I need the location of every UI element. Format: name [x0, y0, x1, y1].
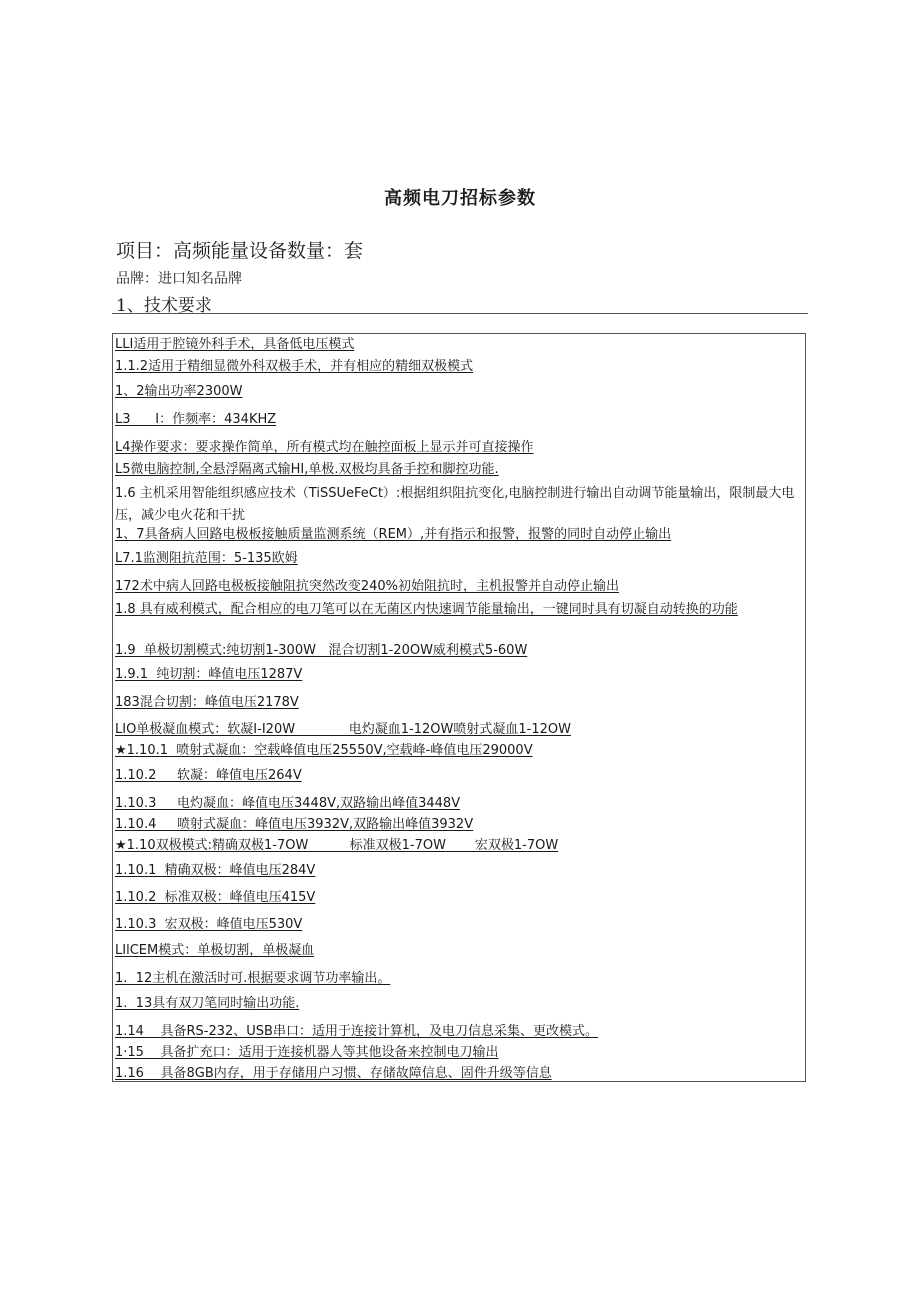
requirement-item: 172术中病人回路电极板接触阻抗突然改变240%初始阻抗时，主机报警并自动停止输出 — [115, 579, 619, 594]
requirement-item: 1.10.3 宏双极：峰值电压530V — [115, 917, 303, 932]
requirement-item: 1.14 具备RS-232、USB串口：适用于连接计算机，及电刀信息采集、更改模式。 — [115, 1024, 598, 1039]
requirement-item: 1.16 具备8GB内存，用于存储用户习惯、存储故障信息、固件升级等信息 — [115, 1066, 552, 1081]
requirement-item: LIlCEM模式：单极切割，单极凝血 — [115, 943, 315, 958]
requirement-item: ★1.10.1 喷射式凝血：空载峰值电压25550V,空载峰-峰值电压29000V — [115, 743, 533, 758]
requirement-item: 1. 12主机在激活时可.根据要求调节功率输出。 — [115, 971, 391, 986]
requirement-item: 1.10.1 精确双极：峰值电压284V — [115, 863, 316, 878]
section-heading: 1、技术要求 — [116, 296, 212, 316]
requirement-item: 1·15 具备扩充口：适用于连接机器人等其他设备来控制电刀输出 — [115, 1045, 499, 1060]
requirement-item: 1、2输出功率2300W — [115, 384, 243, 399]
requirement-item: 1.6 主机采用智能组织感应技术（TiSSUeFeCt）:根据组织阻抗变化,电脑控制进行输出自动调节能量输出，限制最大电压，减少电火花和干扰 — [115, 486, 795, 523]
requirement-item: 1.1.2适用于精细显微外科双极手术，并有相应的精细双极模式 — [115, 359, 474, 374]
document-title: 高频电刀招标参数 — [384, 188, 536, 209]
section-divider — [112, 313, 808, 314]
requirement-item: 1.10.3 电灼凝血：峰值电压3448V,双路输出峰值3448V — [115, 796, 461, 811]
requirement-item: LLI适用于腔镜外科手术，具备低电压模式 — [115, 337, 355, 352]
requirement-item: L5微电脑控制,全悬浮隔离式输HI,单极.双极均具备手控和脚控功能. — [115, 462, 499, 477]
requirement-item: LIO单极凝血模式：软凝I-I20W 电灼凝血1-12OW喷射式凝血1-12OW — [115, 722, 571, 737]
requirement-item: 1. 13具有双刀笔同时输出功能. — [115, 996, 300, 1011]
requirement-item: L4操作要求：要求操作简单，所有模式均在触控面板上显示并可直接操作 — [115, 440, 534, 455]
requirement-item: 1.8 具有威利模式，配合相应的电刀笔可以在无菌区内快速调节能量输出，一键同时具有切凝自动转换的功能 — [115, 602, 738, 617]
project-line: 项目：高频能量设备数量：套 — [116, 240, 364, 262]
requirement-item: 1.10.2 软凝：峰值电压264V — [115, 768, 302, 783]
requirement-item: 183混合切割：峰值电压2178V — [115, 695, 299, 710]
brand-line: 品牌：进口知名品牌 — [116, 271, 242, 287]
requirement-item: L3 I：作频率：434KHZ — [115, 412, 277, 427]
requirement-item: 1.9.1 纯切割：峰值电压1287V — [115, 667, 303, 682]
requirement-item: 1.10.4 喷射式凝血：峰值电压3932V,双路输出峰值3932V — [115, 817, 474, 832]
requirement-item: 1.9 单极切割模式:纯切割1-300W 混合切割1-20OW威利模式5-60W — [115, 643, 528, 658]
requirement-item: 1、7具备病人回路电极板接触质量监测系统（REM）,并有指示和报警，报警的同时自动停止输出 — [115, 527, 672, 542]
requirement-item: L7.1监测阻抗范围：5-135欧姆 — [115, 551, 298, 566]
requirement-item: 1.10.2 标准双极：峰值电压415V — [115, 890, 316, 905]
requirement-item: ★1.10双极模式:精确双极1-7OW 标准双极1-7OW 宏双极1-7OW — [115, 838, 559, 853]
